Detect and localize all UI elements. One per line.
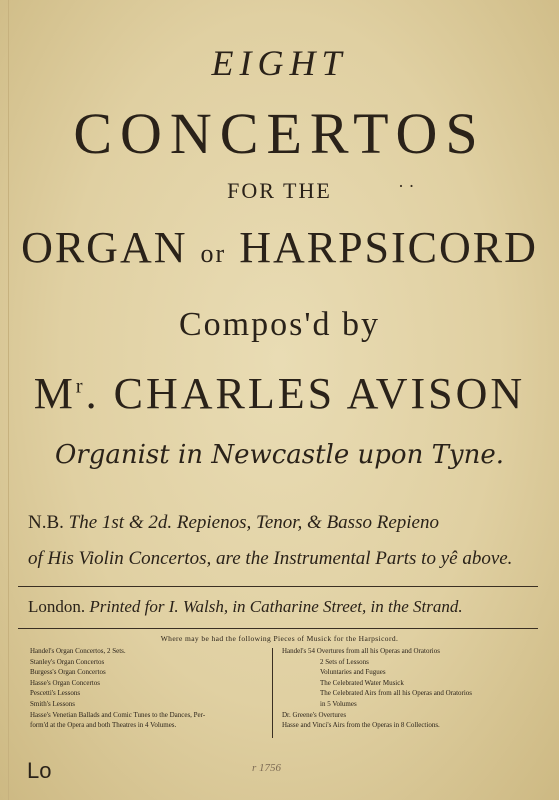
imprint-address: in Catharine Street, in the Strand. bbox=[232, 597, 463, 616]
library-stamp: r 1756 bbox=[252, 762, 282, 774]
title-line-eight: EIGHT bbox=[211, 43, 348, 83]
catalogue-item: in 5 Volumes bbox=[320, 699, 357, 708]
catalogue-item: Handel's Organ Concertos, 2 Sets. bbox=[30, 647, 126, 655]
composer-name-text: CHARLES AVISON bbox=[113, 369, 526, 418]
catalogue-item: Hasse and Vinci's Airs from the Operas in 8 Collections. bbox=[282, 721, 440, 730]
nota-bene-line-1 bbox=[28, 512, 439, 534]
catalogue-item: Voluntaries and Fugues bbox=[320, 668, 386, 677]
catalogue-item: 2 Sets of Lessons bbox=[320, 657, 369, 666]
divider-rule bbox=[18, 586, 538, 587]
catalogue-item: Burgess's Organ Concertos bbox=[30, 668, 106, 677]
catalogue-item: The Celebrated Water Musick bbox=[320, 678, 404, 687]
catalogue-left-column bbox=[30, 646, 270, 731]
imprint bbox=[28, 597, 463, 617]
imprint-city: London. bbox=[28, 597, 86, 616]
ink-specks: · · bbox=[398, 176, 415, 196]
catalogue-item: Stanley's Organ Concertos bbox=[30, 657, 105, 666]
catalogue-item: Hasse's Organ Concertos bbox=[30, 678, 100, 687]
column-divider bbox=[272, 648, 273, 738]
catalogue-item: Handel's 54 Overtures from all his Operas and Oratorios bbox=[282, 647, 440, 655]
composer-name: $M^r$. CHARLES AVISON bbox=[33, 369, 526, 418]
nota-bene-text-1: The 1st & 2d. Repienos, Tenor, & Basso Repieno bbox=[68, 512, 439, 533]
instrument-organ: ORGAN bbox=[21, 223, 188, 272]
catalogue-item: Pescetti's Lessons bbox=[30, 689, 81, 698]
catalogue-item: The Celebrated Airs from all his Operas and Oratorios bbox=[320, 689, 473, 698]
instrument-harpsicord: HARPSICORD bbox=[239, 223, 538, 272]
corner-pencil-mark: Lo bbox=[27, 758, 52, 783]
title-line-instrument bbox=[0, 222, 559, 273]
composer-position: Organist in Newcastle upon Tyne. bbox=[54, 440, 505, 470]
title-line-composed-by: Compos'd by bbox=[179, 306, 380, 343]
imprint-printer: Printed for I. Walsh, bbox=[89, 597, 229, 616]
title-line-for-the: FOR THE bbox=[227, 178, 332, 203]
catalogue-item: Dr. Greene's Overtures bbox=[282, 710, 347, 719]
instrument-or: or bbox=[200, 239, 227, 268]
catalogue-heading: Where may be had the following Pieces of Musick for the Harpsicord. bbox=[160, 634, 399, 643]
composer-title-prefix: M bbox=[33, 369, 76, 418]
catalogue-item: Smith's Lessons bbox=[30, 699, 76, 708]
composer-title-sup: r bbox=[75, 375, 86, 398]
divider-rule bbox=[18, 628, 538, 629]
nota-bene-label: N.B. bbox=[28, 512, 64, 533]
catalogue-right-column bbox=[282, 646, 532, 731]
catalogue-item: form'd at the Opera and both Theatres in 4 Volumes. bbox=[30, 721, 177, 730]
nota-bene-line-2: of His Violin Concertos, are the Instrumental Parts to yê above. bbox=[28, 548, 513, 569]
title-line-concertos: CONCERTOS bbox=[73, 101, 486, 166]
catalogue-item: Hasse's Venetian Ballads and Comic Tunes to the Dances, Per- bbox=[30, 710, 206, 719]
